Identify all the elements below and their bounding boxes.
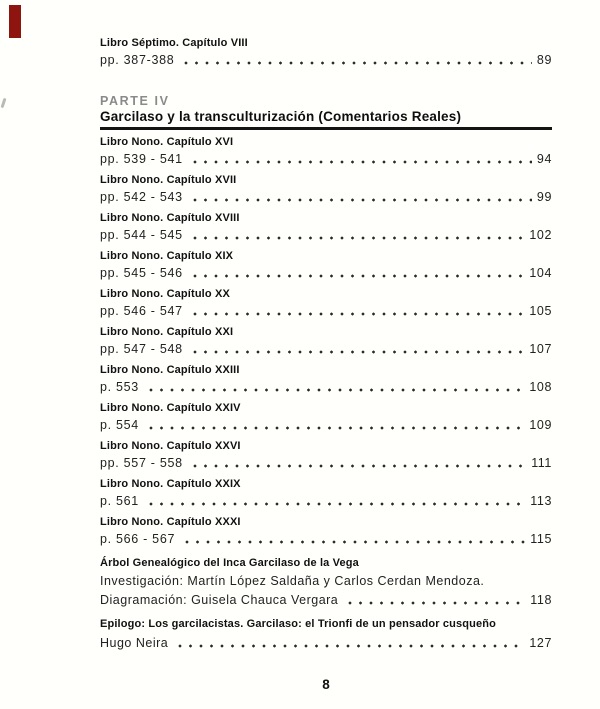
- dot-leader: [193, 312, 525, 316]
- page-range: pp. 544 - 545: [100, 227, 183, 242]
- toc-entry: [100, 325, 552, 357]
- toc-page-number: 108: [529, 379, 552, 394]
- toc-entry: [100, 287, 552, 319]
- page-range: pp. 547 - 548: [100, 341, 183, 356]
- appendix-subtitle: Investigación: Martín López Saldaña y Carlos Cerdan Mendoza.: [100, 573, 485, 588]
- toc-entry: [100, 515, 552, 547]
- toc-page-number: 109: [529, 417, 552, 432]
- toc-entry: [100, 401, 552, 433]
- toc-entry: [100, 135, 552, 167]
- toc-entry-line: [100, 635, 552, 651]
- toc-entry-line: [100, 379, 552, 395]
- toc-entry-line: [100, 493, 552, 509]
- chapter-label: Libro Nono. Capítulo XX: [100, 287, 230, 300]
- dot-leader: [193, 160, 532, 164]
- chapter-label: Libro Nono. Capítulo XIX: [100, 249, 234, 262]
- dot-leader: [149, 388, 524, 392]
- toc-page-number: 113: [530, 493, 552, 508]
- toc-entry: [100, 0, 552, 68]
- toc-page-number: 111: [531, 455, 552, 470]
- toc-entry-line: [100, 52, 552, 68]
- dot-leader: [193, 236, 525, 240]
- appendix-list: [100, 555, 552, 651]
- title-rule: [100, 127, 552, 130]
- page-range: p. 553: [100, 379, 139, 394]
- toc-content: [100, 0, 552, 692]
- chapter-label: Libro Nono. Capítulo XXIX: [100, 477, 241, 490]
- dot-leader: [178, 644, 524, 648]
- chapter-label: Libro Nono. Capítulo XXIII: [100, 363, 240, 376]
- chapter-label: Libro Nono. Capítulo XXVI: [100, 439, 241, 452]
- chapter-label: Libro Nono. Capítulo XXIV: [100, 401, 241, 414]
- page-range: pp. 387-388: [100, 53, 175, 67]
- toc-entry: [100, 477, 552, 509]
- toc-page-number: 89: [536, 53, 552, 67]
- toc-entry-line: [100, 303, 552, 319]
- page-range: p. 566 - 567: [100, 531, 176, 546]
- toc-entry-line: [100, 592, 552, 608]
- toc-entry-line: [100, 417, 552, 433]
- dot-leader: [184, 61, 531, 65]
- page-range: pp. 545 - 546: [100, 265, 183, 280]
- scan-artifact-mark: [1, 98, 7, 108]
- page-range: pp. 557 - 558: [100, 455, 183, 470]
- toc-entry: [100, 363, 552, 395]
- dot-leader: [185, 540, 525, 544]
- toc-page-number: 94: [536, 151, 552, 166]
- toc-entry: [100, 439, 552, 471]
- toc-entry: [100, 211, 552, 243]
- part-title: Garcilaso y la transculturización (Comentarios Reales): [100, 109, 462, 124]
- toc-entry-line: [100, 227, 552, 243]
- toc-entry-line: [100, 189, 552, 205]
- chapter-label: Libro Nono. Capítulo XVI: [100, 135, 234, 148]
- toc-page-number: 118: [530, 592, 552, 607]
- dot-leader: [348, 601, 525, 605]
- appendix-entry: [100, 555, 552, 608]
- dot-leader: [149, 426, 524, 430]
- dot-leader: [193, 198, 532, 202]
- dot-leader: [149, 502, 525, 506]
- part-header: [100, 94, 552, 130]
- folio-number: 8: [322, 676, 330, 692]
- toc-entry-line: [100, 531, 552, 547]
- page-range: pp. 539 - 541: [100, 151, 183, 166]
- dot-leader: [193, 464, 526, 468]
- toc-entry: [100, 173, 552, 205]
- chapter-label: Libro Nono. Capítulo XXI: [100, 325, 234, 338]
- page-range: pp. 542 - 543: [100, 189, 183, 204]
- appendix-title: Árbol Genealógico del Inca Garcilaso de la Vega: [100, 556, 359, 569]
- toc-page-number: 115: [530, 531, 552, 546]
- toc-entry-list: [100, 135, 552, 547]
- appendix-last-line: Hugo Neira: [100, 635, 169, 650]
- page-footer: [100, 677, 552, 692]
- toc-page-number: 102: [529, 227, 552, 242]
- dot-leader: [193, 350, 525, 354]
- toc-page-number: 127: [529, 635, 552, 650]
- toc-entry: [100, 249, 552, 281]
- part-kicker: PARTE IV: [100, 94, 170, 108]
- chapter-label: Libro Nono. Capítulo XVIII: [100, 211, 240, 224]
- toc-entry-line: [100, 455, 552, 471]
- appendix-title: Epilogo: Los garcilacistas. Garcilaso: el Trionfi de un pensador cusqueño: [100, 617, 497, 630]
- toc-page-number: 107: [529, 341, 552, 356]
- toc-entry-line: [100, 341, 552, 357]
- red-accent-mark: [9, 5, 21, 38]
- chapter-label: Libro Nono. Capítulo XVII: [100, 173, 237, 186]
- page-range: pp. 546 - 547: [100, 303, 183, 318]
- appendix-last-line: Diagramación: Guisela Chauca Vergara: [100, 592, 339, 607]
- toc-entry-line: [100, 151, 552, 167]
- chapter-label: Libro Séptimo. Capítulo VIII: [100, 37, 248, 49]
- toc-page-number: 99: [536, 189, 552, 204]
- toc-page-number: 105: [529, 303, 552, 318]
- toc-page-number: 104: [529, 265, 552, 280]
- toc-entry-line: [100, 265, 552, 281]
- page-range: p. 561: [100, 493, 139, 508]
- chapter-label: Libro Nono. Capítulo XXXI: [100, 515, 241, 528]
- dot-leader: [193, 274, 525, 278]
- appendix-entry: [100, 616, 552, 651]
- page-range: p. 554: [100, 417, 139, 432]
